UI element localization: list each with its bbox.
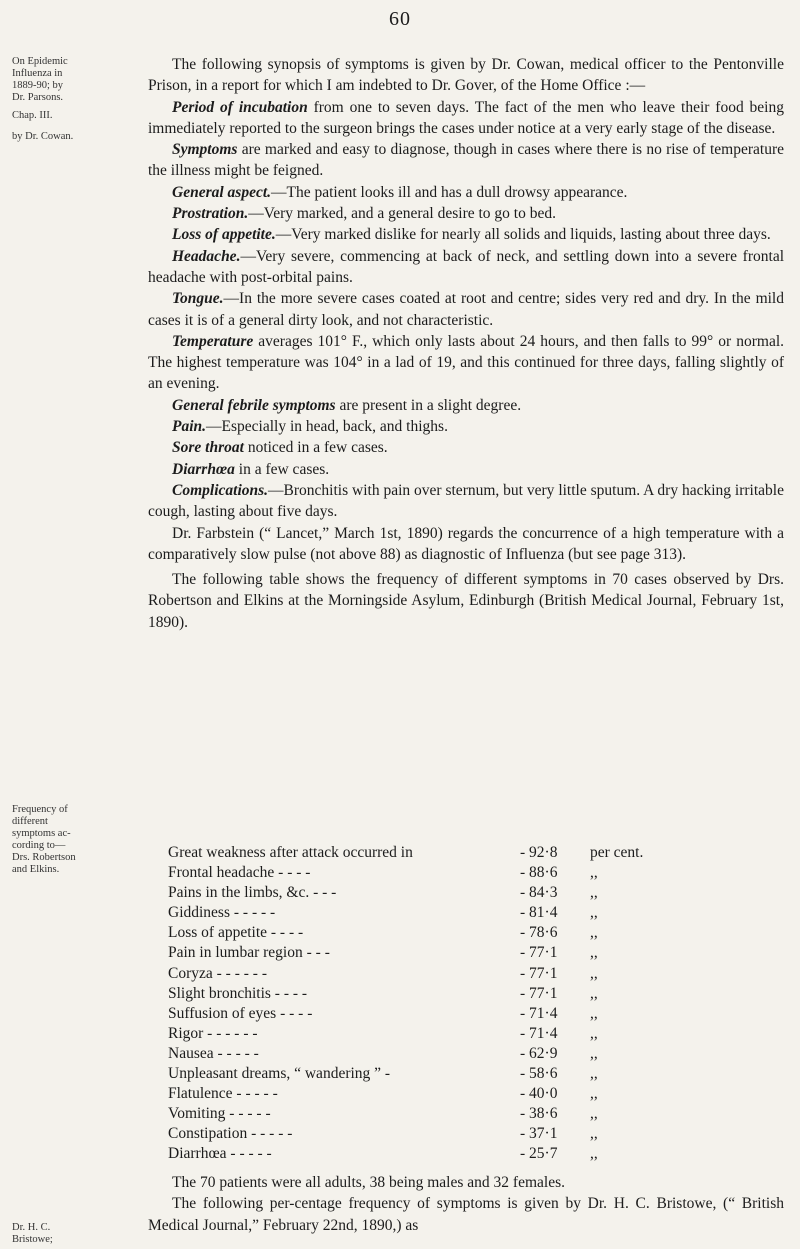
margin-line: Chap. III. — [12, 110, 53, 121]
symptom-paragraph — [148, 246, 784, 289]
margin-note-epidemic — [12, 56, 130, 104]
paragraph-lead: Loss of appetite. — [172, 226, 276, 244]
margin-note-author — [12, 131, 130, 143]
margin-line: 1889-90; by — [12, 80, 64, 91]
table-row — [168, 1044, 708, 1064]
margin-line: and Elkins. — [12, 864, 60, 875]
row-unit: ,, — [590, 1105, 598, 1123]
row-label: Diarrhœa - - - - - — [168, 1145, 272, 1163]
page-number: 60 — [389, 8, 411, 30]
paragraph-lead: General febrile symptoms — [172, 396, 336, 414]
row-unit: ,, — [590, 904, 598, 922]
table-row — [168, 923, 708, 943]
patients-note: The 70 patients were all adults, 38 being males and 32 females. — [172, 1174, 565, 1191]
paragraph-lead: Complications. — [172, 481, 269, 499]
intro-paragraph: The following synopsis of symptoms is given by Dr. Cowan, medical officer to the Pentonville Prison, in a report for which I am indebted to Dr. Gover, of the Home Office :— — [148, 56, 784, 95]
row-value: - 78·6 — [520, 924, 558, 942]
paragraph-lead: Prostration. — [172, 205, 249, 223]
paragraph-text: in a few cases. — [234, 460, 330, 478]
row-label: Frontal headache - - - - — [168, 864, 311, 882]
row-value: - 77·1 — [520, 964, 558, 982]
row-unit: ,, — [590, 1145, 598, 1163]
row-value: - 88·6 — [520, 864, 558, 882]
margin-line: Dr. Parsons. — [12, 92, 64, 103]
paragraph-text: —Very marked dislike for nearly all solids and liquids, lasting about three days. — [275, 226, 771, 244]
row-unit: ,, — [590, 1044, 598, 1062]
margin-line: Dr. H. C. — [12, 1222, 51, 1233]
row-label: Suffusion of eyes - - - - — [168, 1004, 313, 1022]
paragraph-text: —Very severe, commencing at back of neck, and settling down into a severe frontal headache with post-orbital pains. — [148, 247, 784, 286]
paragraph-text: —Very marked, and a general desire to go to bed. — [248, 205, 556, 223]
symptom-paragraph — [148, 203, 784, 224]
paragraph-lead: General aspect. — [172, 183, 272, 201]
symptom-paragraph — [148, 437, 784, 458]
paragraph-text: from one to seven days. The fact of the men who leave their food being immediately reported to the surgeon brings the cases under notice at a very early stage of the disease. — [148, 98, 784, 137]
row-label: Pains in the limbs, &c. - - - — [168, 884, 337, 902]
row-unit: ,, — [590, 964, 598, 982]
row-label: Rigor - - - - - - — [168, 1024, 258, 1042]
farbstein-paragraph: Dr. Farbstein (“ Lancet,” March 1st, 1890) regards the concurrence of a high temperature with a comparatively slow pulse (not above 88) as diagnostic of Influenza (but see page 313). — [148, 524, 784, 563]
table-row — [168, 1124, 708, 1144]
table-intro-paragraph: The following table shows the frequency of different symptoms in 70 cases observed by Drs. Robertson and Elkins at the Morningside Asylum, Edinburgh (British Medical Journal, February 1st, 1890). — [148, 571, 784, 631]
margin-line: different — [12, 816, 48, 827]
row-value: - 77·1 — [520, 984, 558, 1002]
margin-note-chapter — [12, 110, 130, 122]
table-row — [168, 1024, 708, 1044]
row-value: - 40·0 — [520, 1085, 558, 1103]
symptom-paragraph — [148, 459, 784, 480]
table-row — [168, 903, 708, 923]
paragraph-text: —The patient looks ill and has a dull drowsy appearance. — [271, 183, 628, 201]
paragraph-lead: Diarrhœa — [172, 460, 235, 478]
paragraph-text: —In the more severe cases coated at root and centre; sides very red and dry. In the mild cases it is of a general dirty look, and not characteristic. — [148, 290, 784, 329]
paragraph-text: —Bronchitis with pain over sternum, but very little sputum. A dry hacking irritable cough, lasting about five days. — [148, 481, 784, 521]
row-unit: ,, — [590, 984, 598, 1002]
row-label: Vomiting - - - - - — [168, 1105, 271, 1123]
table-row — [168, 943, 708, 963]
row-label: Pain in lumbar region - - - — [168, 944, 330, 962]
table-row — [168, 843, 708, 863]
row-unit: ,, — [590, 884, 598, 902]
row-label: Constipation - - - - - — [168, 1125, 293, 1143]
row-unit: ,, — [590, 1024, 598, 1042]
row-unit: ,, — [590, 1085, 598, 1103]
row-value: - 37·1 — [520, 1125, 558, 1143]
row-label: Nausea - - - - - — [168, 1044, 259, 1062]
row-value: - 71·4 — [520, 1004, 558, 1022]
row-label: Slight bronchitis - - - - — [168, 984, 308, 1002]
margin-line: cording to— — [12, 840, 66, 851]
row-label: Coryza - - - - - - — [168, 964, 267, 982]
table-row — [168, 1084, 708, 1104]
row-value: - 77·1 — [520, 944, 558, 962]
margin-line: On Epidemic — [12, 56, 68, 67]
paragraph-lead: Tongue. — [172, 290, 224, 308]
row-label: Great weakness after attack occurred in — [168, 844, 413, 861]
row-value: - 84·3 — [520, 884, 558, 902]
table-row — [168, 863, 708, 883]
paragraph-lead: Headache. — [172, 247, 241, 265]
paragraph-lead: Period of incubation — [172, 98, 308, 116]
row-unit: ,, — [590, 944, 598, 962]
symptom-paragraph — [148, 139, 784, 182]
row-label: Unpleasant dreams, “ wandering ” - — [168, 1065, 391, 1083]
row-value: - 38·6 — [520, 1105, 558, 1123]
row-value: - 58·6 — [520, 1065, 558, 1083]
paragraph-lead: Sore throat — [172, 439, 244, 457]
paragraph-lead: Symptoms — [172, 141, 238, 159]
symptom-paragraph — [148, 182, 784, 203]
symptom-paragraph — [148, 416, 784, 437]
row-label: Loss of appetite - - - - — [168, 924, 304, 942]
row-value: - 92·8 — [520, 844, 558, 861]
paragraph-text: are marked and easy to diagnose, though in cases where there is no rise of temperature the illness might be feigned. — [148, 141, 784, 180]
row-value: - 62·9 — [520, 1044, 558, 1062]
paragraph-lead: Temperature — [172, 332, 254, 350]
row-label: Flatulence - - - - - — [168, 1085, 278, 1103]
row-label: Giddiness - - - - - — [168, 904, 276, 922]
row-value: - 71·4 — [520, 1024, 558, 1042]
row-unit: per cent. — [590, 844, 644, 861]
margin-line: Influenza in — [12, 68, 63, 79]
margin-line: Drs. Robertson — [12, 852, 76, 863]
row-unit: ,, — [590, 1065, 598, 1083]
margin-note-frequency — [12, 804, 130, 876]
paragraph-text: averages 101° F., which only lasts about 24 hours, and then falls to 99° or normal. The highest temperature was 104° in a lad of 19, and this continued for three days, falling slightly of an evening. — [148, 332, 784, 393]
table-row — [168, 1004, 708, 1024]
symptom-paragraph — [148, 331, 784, 395]
row-value: - 25·7 — [520, 1145, 558, 1163]
table-row — [168, 964, 708, 984]
table-row — [168, 1144, 708, 1164]
table-row — [168, 883, 708, 903]
main-text — [148, 54, 784, 633]
table-row — [168, 1064, 708, 1084]
margin-line: Bristowe; — [12, 1234, 53, 1245]
row-unit: ,, — [590, 864, 598, 882]
margin-line: by Dr. Cowan. — [12, 131, 74, 142]
symptom-paragraph — [148, 97, 784, 140]
symptom-paragraph — [148, 480, 784, 523]
table-row — [168, 984, 708, 1004]
margin-line: Frequency of — [12, 804, 68, 815]
paragraph-text: —Especially in head, back, and thighs. — [206, 418, 448, 436]
row-unit: ,, — [590, 1004, 598, 1022]
closing-text — [148, 1172, 784, 1236]
paragraph-text: are present in a slight degree. — [335, 396, 522, 414]
symptom-paragraph — [148, 395, 784, 416]
row-unit: ,, — [590, 924, 598, 942]
bristowe-paragraph: The following per-centage frequency of symptoms is given by Dr. H. C. Bristowe, (“ British Medical Journal,” February 22nd, 1890,) as — [148, 1195, 784, 1234]
row-unit: ,, — [590, 1125, 598, 1143]
paragraph-lead: Pain. — [172, 418, 207, 436]
paragraph-text: noticed in a few cases. — [243, 439, 388, 457]
margin-line: symptoms ac- — [12, 828, 71, 839]
margin-note-bristowe — [12, 1222, 130, 1246]
table-row — [168, 1104, 708, 1124]
symptom-paragraph — [148, 288, 784, 331]
symptom-paragraph — [148, 224, 784, 245]
row-value: - 81·4 — [520, 904, 558, 922]
symptom-frequency-table — [168, 843, 708, 1165]
